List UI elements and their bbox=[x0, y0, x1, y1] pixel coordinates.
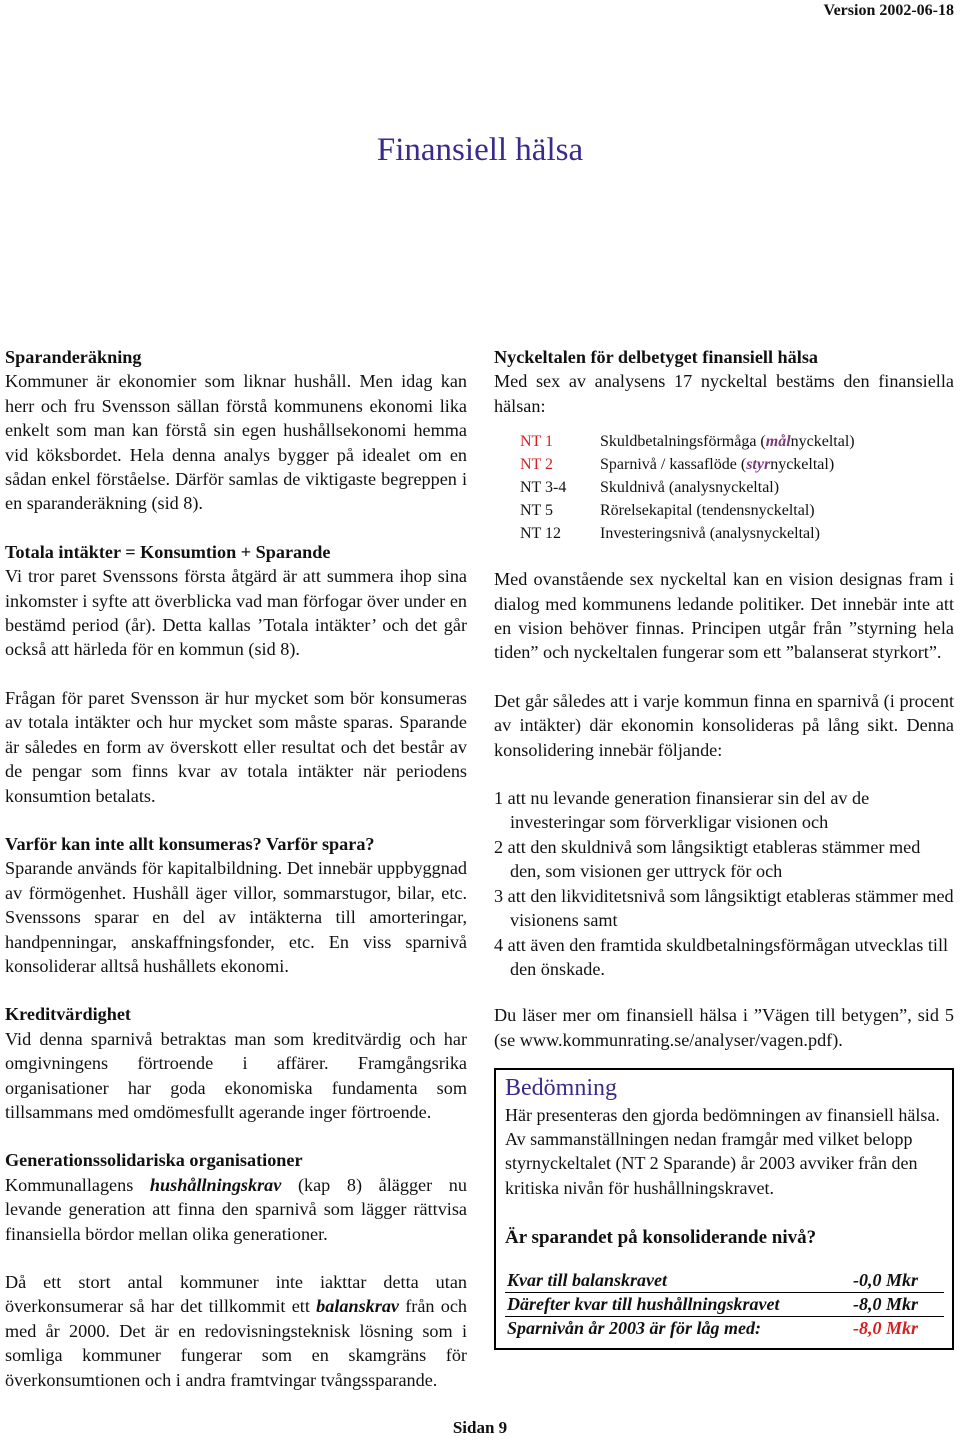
section-heading: Kreditvärdighet bbox=[5, 1004, 131, 1025]
section-kreditvardighet bbox=[5, 1002, 467, 1124]
result-value: -8,0 Mkr bbox=[852, 1293, 918, 1314]
result-label: Därefter kvar till hushållningskravet bbox=[507, 1293, 780, 1314]
box-question: Är sparandet på konsoliderande nivå? bbox=[505, 1227, 817, 1249]
nyckeltal-description bbox=[600, 499, 815, 522]
list-item: 2 att den skuldnivå som långsiktigt etableras stämmer med den, som visionen ger uttryck för och bbox=[494, 836, 921, 882]
section-varfor-spara bbox=[5, 832, 467, 978]
nyckeltal-row bbox=[520, 499, 954, 522]
section-sparanderakning bbox=[5, 345, 467, 516]
section-text: Sparande används för kapitalbildning. Det innebär uppbyggnad av förmögenhet. Hushåll äger villor, sommarstugor, bilar, etc. Svenssons sparar en del av intäkterna till amorteringar, handpenningar, anskaffningsfonder, etc. En viss sparnivå konsoliderar alltså hushållets ekonomi. bbox=[5, 858, 467, 976]
section-text-post: (kap 8) ålägger nu levande generation att finna den sparnivå som lägger rättvisa finansiella bördor mellan olika generationer. bbox=[5, 1174, 467, 1244]
section-text: Kommuner är ekonomier som liknar hushåll. Men idag kan herr och fru Svensson sällan förstå kommunens ekonomi lika enkelt som man kan förstå sin egen hushållsekonomi hemma vid köksbordet. Hela denna analys bygger på idealet om en sådan enkel förståelse. Därför samlas de viktigaste begreppen i en sparanderäkning (sid 8). bbox=[5, 371, 467, 514]
bedomning-box bbox=[494, 1068, 954, 1349]
nyckeltal-description bbox=[600, 430, 855, 453]
section-heading: Totala intäkter = Konsumtion + Sparande bbox=[5, 541, 331, 562]
result-table bbox=[505, 1269, 944, 1340]
section-heading: Generationssolidariska organisationer bbox=[5, 1150, 303, 1171]
nyckeltal-table bbox=[520, 430, 954, 545]
nyckeltal-code: NT 5 bbox=[520, 502, 554, 520]
section-text: Vid denna sparnivå betraktas man som kreditvärdig och har omgivningens förtroende i affärer. Framgångsrika organisationer har goda ekonomiska fundamenta som tillsammans med omdömesfullt agerande inger förtroende. bbox=[5, 1028, 467, 1122]
nyckeltal-desc-text: Skuldbetalningsförmåga ( bbox=[600, 433, 766, 451]
nyckeltal-code: NT 2 bbox=[520, 456, 554, 474]
section-nyckeltalen bbox=[494, 345, 954, 418]
nyckeltal-desc-suffix: nyckeltal) bbox=[790, 433, 855, 451]
result-row bbox=[505, 1293, 944, 1317]
result-value: -8,0 Mkr bbox=[852, 1317, 918, 1338]
paragraph-balanskrav bbox=[5, 1270, 467, 1392]
paragraph-text-pre: Då ett stort antal kommuner inte iakttar detta utan överkonsumerar så har det tillkommit ett bbox=[5, 1272, 467, 1317]
emphasis-hushallningskrav: hushållningskrav bbox=[149, 1174, 282, 1195]
nyckeltal-row bbox=[520, 522, 954, 545]
result-label: Sparnivån år 2003 är för låg med: bbox=[507, 1317, 762, 1338]
nyckeltal-desc-text: Investeringsnivå (analysnyckeltal) bbox=[600, 525, 820, 543]
nyckeltal-description bbox=[600, 522, 820, 545]
nyckeltal-code: NT 12 bbox=[520, 525, 562, 543]
paragraph-sparniva: Det går således att i varje kommun finna en sparnivå (i procent av intäkter) där ekonomin konsolideras på lång sikt. Denna konsolidering innebär följande: bbox=[494, 690, 954, 760]
page-number: Sidan 9 bbox=[452, 1418, 508, 1437]
section-heading: Varför kan inte allt konsumeras? Varför spara? bbox=[5, 833, 375, 854]
nyckeltal-desc-suffix: nyckeltal) bbox=[770, 456, 835, 474]
section-heading: Sparanderäkning bbox=[5, 347, 142, 367]
version-label: Version 2002-06-18 bbox=[823, 2, 954, 19]
list-item: 3 att den likviditetsnivå som långsiktigt etableras stämmer med visionens samt bbox=[494, 885, 954, 931]
nyckeltal-row bbox=[520, 453, 954, 476]
konsolidering-list bbox=[494, 786, 954, 981]
result-label: Kvar till balanskravet bbox=[507, 1269, 668, 1290]
nyckeltal-code: NT 1 bbox=[520, 433, 554, 451]
result-row bbox=[505, 1269, 944, 1293]
section-generationssolidariska bbox=[5, 1148, 467, 1246]
emphasis-balanskrav: balanskrav bbox=[316, 1296, 399, 1317]
nyckeltal-type-highlight: styr bbox=[746, 456, 771, 474]
box-body: Här presenteras den gjorda bedömningen av finansiell hälsa. Av sammanställningen nedan framgår med vilket belopp styrnyckeltalet (NT 2 Sparande) år 2003 avviker från den kritiska nivån för hushållningskravet. bbox=[505, 1104, 940, 1198]
section-text-pre: Kommunallagens bbox=[5, 1174, 150, 1195]
nyckeltal-description bbox=[600, 476, 779, 499]
list-item: 4 att även den framtida skuldbetalningsförmågan utvecklas till den önskade. bbox=[494, 934, 949, 979]
result-value: -0,0 Mkr bbox=[852, 1269, 918, 1290]
paragraph-fragan: Frågan för paret Svensson är hur mycket som bör konsumeras av totala intäkter och hur mycket som måste sparas. Sparande är således en form av överskott eller resultat och det består av de pengar som finns kvar av totala intäkter när periodens konsumtion betalats. bbox=[5, 687, 467, 806]
nyckeltal-desc-text: Sparnivå / kassaflöde ( bbox=[600, 456, 747, 474]
nyckeltal-description bbox=[600, 453, 834, 476]
right-column bbox=[494, 345, 954, 1350]
result-row bbox=[505, 1317, 944, 1340]
section-text: Vi tror paret Svenssons första åtgärd är att summera ihop sina inkomster i syfte att överblicka vad man förfogar över under en bestämd period (år). Detta kallas ’Totala intäkter’ och det går också att härleda för en kommun (sid 8). bbox=[5, 566, 467, 660]
nyckeltal-desc-text: Rörelsekapital (tendensnyckeltal) bbox=[600, 502, 815, 520]
nyckeltal-type-highlight: mål bbox=[765, 433, 791, 451]
paragraph-las-mer: Du läser mer om finansiell hälsa i ”Vägen till betygen”, sid 5 (se www.kommunrating.se/analyser/vagen.pdf). bbox=[494, 1005, 954, 1050]
list-item: 1 att nu levande generation finansierar sin del av de investeringar som förverkligar visionen och bbox=[494, 788, 870, 833]
left-column bbox=[5, 345, 467, 1392]
section-totala-intakter bbox=[5, 540, 467, 662]
paragraph-text-post: från och med år 2000. Det är en redovisningsteknisk lösning som i somliga kommuner fungerar som en skamgräns för överkonsumtionen och i andra framtvingar tvångssparande. bbox=[5, 1296, 467, 1390]
section-text: Med sex av analysens 17 nyckeltal bestäms den finansiella hälsan: bbox=[494, 371, 954, 416]
section-heading: Nyckeltalen för delbetyget finansiell hälsa bbox=[494, 347, 818, 367]
nyckeltal-code: NT 3-4 bbox=[520, 479, 567, 497]
nyckeltal-row bbox=[520, 430, 954, 453]
nyckeltal-desc-text: Skuldnivå (analysnyckeltal) bbox=[600, 479, 780, 497]
paragraph-vision: Med ovanstående sex nyckeltal kan en vision designas fram i dialog med kommunens ledande politiker. Det innebär inte att en vision behöver finnas. Principen utgår från ”styrning hela tiden” och nyckeltalen fungerar som ett ”balanserat styrkort”. bbox=[494, 569, 954, 663]
box-title: Bedömning bbox=[505, 1075, 617, 1102]
page-title: Finansiell hälsa bbox=[376, 132, 584, 168]
nyckeltal-row bbox=[520, 476, 954, 499]
